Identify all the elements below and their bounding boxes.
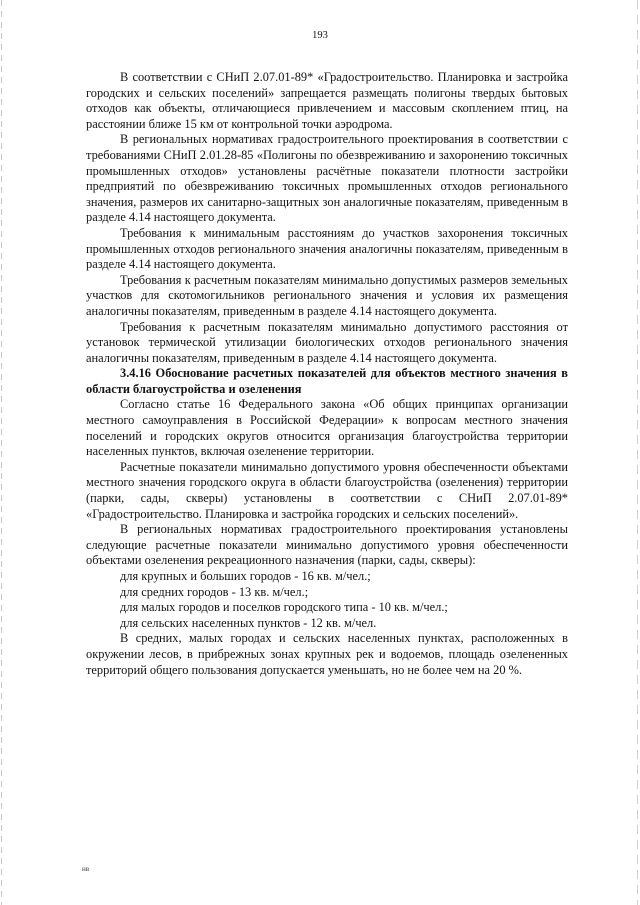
paragraph-reduction: В средних, малых городах и сельских населенных пунктах, расположенных в окружении лесов, в прибрежных зонах крупных рек и водоемов, площадь озелененных территорий общего пользования допускается уменьшать, но не более чем на 20 %. [86,631,568,677]
scan-edge-right [637,0,638,905]
list-item: для сельских населенных пунктов - 12 кв. м/чел. [120,615,377,630]
paragraph-toxic-waste-density: В региональных нормативах градостроительного проектирования в соответствии с требованиями СНиП 2.01.28-85 «Полигоны по обезвреживанию и захоронению токсичных промышленных отходов» установлены расчётные показатели плотности застройки предприятий по обезвреживанию токсичных промышленных отходов регионального значения, размеров их санитарно-защитных зон аналогичные показателям, приведенным в разделе 4.14 настоящего документа. [86,132,568,225]
list-item: для крупных и больших городов - 16 кв. м/чел.; [120,569,371,583]
list-item: для малых городов и поселков городского типа - 10 кв. м/чел.; [120,600,448,615]
section-heading: 3.4.16 Обоснование расчетных показателей для объектов местного значения в области благоустройства и озеленения [86,366,568,396]
page-number: 193 [312,30,328,41]
document-body [86,70,568,678]
paragraph-airfield-distance: В соответствии с СНиП 2.07.01-89* «Градостроительство. Планировка и застройка городских и сельских поселений» запрещается размещать полигоны твердых бытовых отходов как объекты, отличающиеся привлечением и массовым скоплением птиц, на расстоянии ближе 15 км от контрольной точки аэродрома. [86,70,568,131]
footer-mark: нв [82,865,90,873]
paragraph-thermal-utilization: Требования к расчетным показателям минимально допустимого расстояния от установок термической утилизации биологических отходов регионального значения аналогичны показателям, приведенным в разделе 4.14 настоящего документа. [86,319,568,365]
paragraph-regional-norms: В региональных нормативах градостроительного проектирования установлены следующие расчетные показатели минимально допустимого уровня обеспеченности объектами озеленения рекреационного назначения (парки, сады, скверы): [86,522,568,568]
scan-edge-left [1,0,2,905]
paragraph-green-provision: Расчетные показатели минимально допустимого уровня обеспеченности объектами местного значения городского округа в области благоустройства (озеленения) территории (парки, сады, скверы) установлены в соответствии с СНиП 2.07.01-89* «Градостроительство. Планировка и застройка городских и сельских поселений». [86,459,568,521]
paragraph-cattle-burial: Требования к расчетным показателям минимально допустимых размеров земельных участков для скотомогильников регионального значения и условия их размещения аналогичны показателям, приведенным в разделе 4.14 настоящего документа. [86,272,568,318]
paragraph-federal-law: Согласно статье 16 Федерального закона «Об общих принципах организации местного самоуправления в Российской Федерации» к вопросам местного значения поселений и городских округов относится организация благоустройства территории населенных пунктов, включая озеленение территории. [86,397,568,459]
list-item: для средних городов - 13 кв. м/чел.; [120,584,309,599]
paragraph-toxic-waste-distance: Требования к минимальным расстояниям до участков захоронения токсичных промышленных отходов регионального значения аналогичны показателям, приведенным в разделе 4.14 настоящего документа. [86,225,568,272]
